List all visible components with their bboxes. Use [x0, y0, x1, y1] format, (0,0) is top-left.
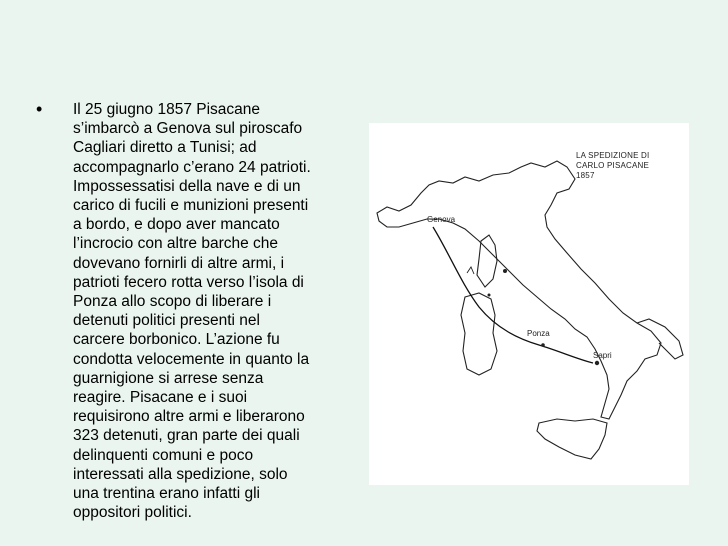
map-title: LA SPEDIZIONE DI CARLO PISACANE 1857: [576, 151, 650, 180]
route-arrow: [467, 267, 474, 274]
elba-island: [503, 269, 507, 273]
small-island: [488, 294, 491, 297]
corsica-outline: [477, 235, 497, 287]
expedition-route: [433, 227, 593, 363]
ponza-dot: [541, 343, 545, 347]
bullet-dot: •: [36, 99, 43, 119]
map-label-ponza: Ponza: [527, 329, 550, 338]
italy-mainland-outline: [377, 161, 661, 419]
sardinia-outline: [461, 293, 497, 375]
sicily-outline: [537, 419, 607, 459]
italy-heel-outline: [637, 319, 683, 359]
expedition-map: [369, 123, 689, 485]
sapri-dot: [595, 361, 599, 365]
bullet-text: Il 25 giugno 1857 Pisacane s’imbarcò a Genova sul piroscafo Cagliari diretto a Tunisi; ad accompagnarlo c’erano 24 patrioti. Impossessatisi della nave e di un carico di fucili e munizioni presenti a bordo, e dopo aver mancato l’incrocio con altre barche che dovevano fornirli di altre armi, i patrioti fecero rotta verso l’isola di Ponza allo scopo di liberare i detenuti politici presenti nel carcere borbonico. L’azione fu condotta velocemente in quanto la guarnigione si arrese senza reagire. Pisacane e i suoi requisirono altre armi e liberarono 323 detenuti, gran parte dei quali delinquenti comuni e poco interessati alla spedizione, solo una trentina erano infatti gli oppositori politici.: [73, 101, 311, 522]
map-label-sapri: Sapri: [593, 351, 612, 360]
map-label-genova: Genova: [427, 215, 456, 224]
